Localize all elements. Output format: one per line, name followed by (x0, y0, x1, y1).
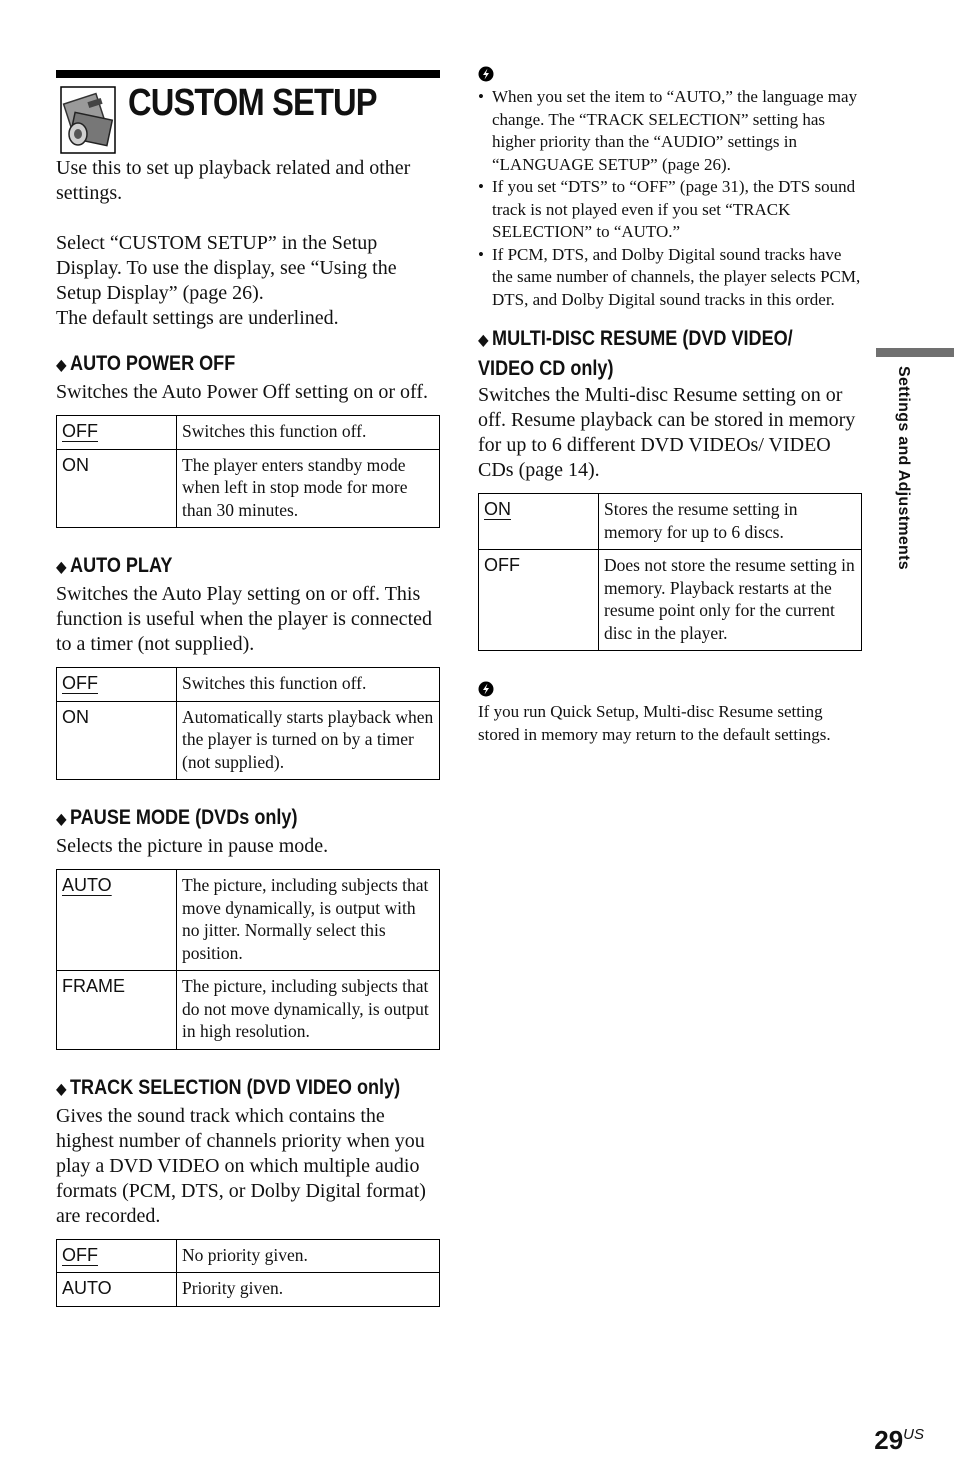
title-rule (56, 70, 440, 78)
default-note: The default settings are underlined. (56, 307, 339, 329)
options-table (56, 415, 440, 528)
right-column (478, 66, 862, 746)
option-description: Switches this function off. (177, 416, 440, 450)
note-icon (478, 66, 494, 82)
section-description: Switches the Multi-disc Resume setting on or off. Resume playback can be stored in memory for up to 6 different DVD VIDEOs/ VIDEO CDs (page 14). (478, 384, 856, 481)
option-description: Automatically starts playback when the player is turned on by a timer (not supplied). (177, 701, 440, 780)
option-description: The player enters standby mode when left in stop mode for more than 30 minutes. (177, 449, 440, 528)
page-suffix: US (903, 1426, 924, 1443)
list-item: • If you set “DTS” to “OFF” (page 31), the DTS sound track is not played even if you set “TRACK SELECTION” to “AUTO.” (478, 176, 862, 244)
section-heading: PAUSE MODE (DVDs only) (70, 806, 298, 829)
table-row (57, 1273, 440, 1307)
side-tab-bar (876, 348, 954, 357)
section-description: Switches the Auto Play setting on or off. This function is useful when the player is connected to a timer (not supplied). (56, 583, 432, 655)
section-description: Gives the sound track which contains the highest number of channels priority when you play a DVD VIDEO on which multiple audio formats (PCM, DTS, or Dolby Digital format) are recorded. (56, 1104, 426, 1227)
list-item: • If PCM, DTS, and Dolby Digital sound tracks have the same number of channels, the player selects PCM, DTS, and Dolby Digital sound tracks in this order. (478, 244, 862, 312)
diamond-icon: ◆ (56, 1080, 67, 1098)
table-row (479, 494, 862, 550)
option-description: Stores the resume setting in memory for up to 6 discs. (599, 494, 862, 550)
table-row (57, 416, 440, 450)
page-number (874, 1425, 924, 1456)
table-row (57, 971, 440, 1050)
option-description: The picture, including subjects that do not move dynamically, is output in high resolution. (177, 971, 440, 1050)
toolbox-icon (60, 86, 116, 154)
quick-setup-note: If you run Quick Setup, Multi-disc Resume setting stored in memory may return to the default settings. (478, 702, 831, 744)
section-heading: MULTI-DISC RESUME (DVD VIDEO/ (492, 327, 793, 350)
options-table (478, 493, 862, 651)
options-table (56, 1239, 440, 1307)
table-row (57, 870, 440, 971)
section-heading-cont: VIDEO CD only) (478, 357, 614, 380)
section-auto-power-off (56, 350, 440, 528)
page-number-value: 29 (874, 1425, 904, 1455)
table-row (57, 1239, 440, 1273)
section-auto-play (56, 552, 440, 780)
section-track-selection (56, 1074, 440, 1307)
diamond-icon: ◆ (56, 357, 67, 374)
diamond-icon: ◆ (56, 559, 67, 576)
table-row (57, 701, 440, 780)
option-description: No priority given. (177, 1239, 440, 1273)
section-multi-disc-resume (478, 325, 862, 651)
table-row (57, 449, 440, 528)
note-icon (478, 681, 494, 697)
diamond-icon: ◆ (478, 332, 489, 349)
section-pause-mode (56, 804, 440, 1050)
page-title: CUSTOM SETUP (128, 82, 377, 124)
intro-paragraph: Use this to set up playback related and other settings. (56, 157, 411, 204)
table-row (479, 550, 862, 651)
section-description: Switches the Auto Power Off setting on or off. (56, 381, 429, 403)
option-description: Does not store the resume setting in memory. Playback restarts at the resume point only for the current disc in the player. (599, 550, 862, 651)
option-name: OFF (62, 673, 98, 693)
option-description: The picture, including subjects that move dynamically, is output with no jitter. Normally select this position. (177, 870, 440, 971)
left-column (56, 156, 440, 1307)
option-description: Switches this function off. (177, 668, 440, 702)
option-name: FRAME (57, 971, 177, 1050)
option-name: ON (57, 701, 177, 780)
options-table (56, 869, 440, 1050)
option-name: ON (484, 499, 511, 519)
intro-instructions: Select “CUSTOM SETUP” in the Setup Display. To use the display, see “Using the Setup Display” (page 26). (56, 232, 397, 304)
option-name: OFF (62, 1244, 98, 1265)
option-name: OFF (479, 550, 599, 651)
section-description: Selects the picture in pause mode. (56, 835, 329, 857)
option-name: AUTO (57, 1273, 177, 1307)
section-heading: AUTO POWER OFF (70, 352, 236, 375)
list-item: • When you set the item to “AUTO,” the language may change. The “TRACK SELECTION” setting has higher priority than the “AUDIO” settings in “LANGUAGE SETUP” (page 26). (478, 86, 862, 176)
option-name: AUTO (62, 875, 112, 895)
diamond-icon: ◆ (56, 811, 67, 828)
option-name: OFF (62, 421, 98, 441)
notes-list (478, 86, 862, 311)
options-table (56, 667, 440, 780)
side-tab-label: Settings and Adjustments (895, 366, 912, 570)
option-description: Priority given. (177, 1273, 440, 1307)
section-heading: TRACK SELECTION (DVD VIDEO only) (70, 1075, 401, 1099)
option-name: ON (57, 449, 177, 528)
table-row (57, 668, 440, 702)
section-heading: AUTO PLAY (70, 554, 173, 577)
